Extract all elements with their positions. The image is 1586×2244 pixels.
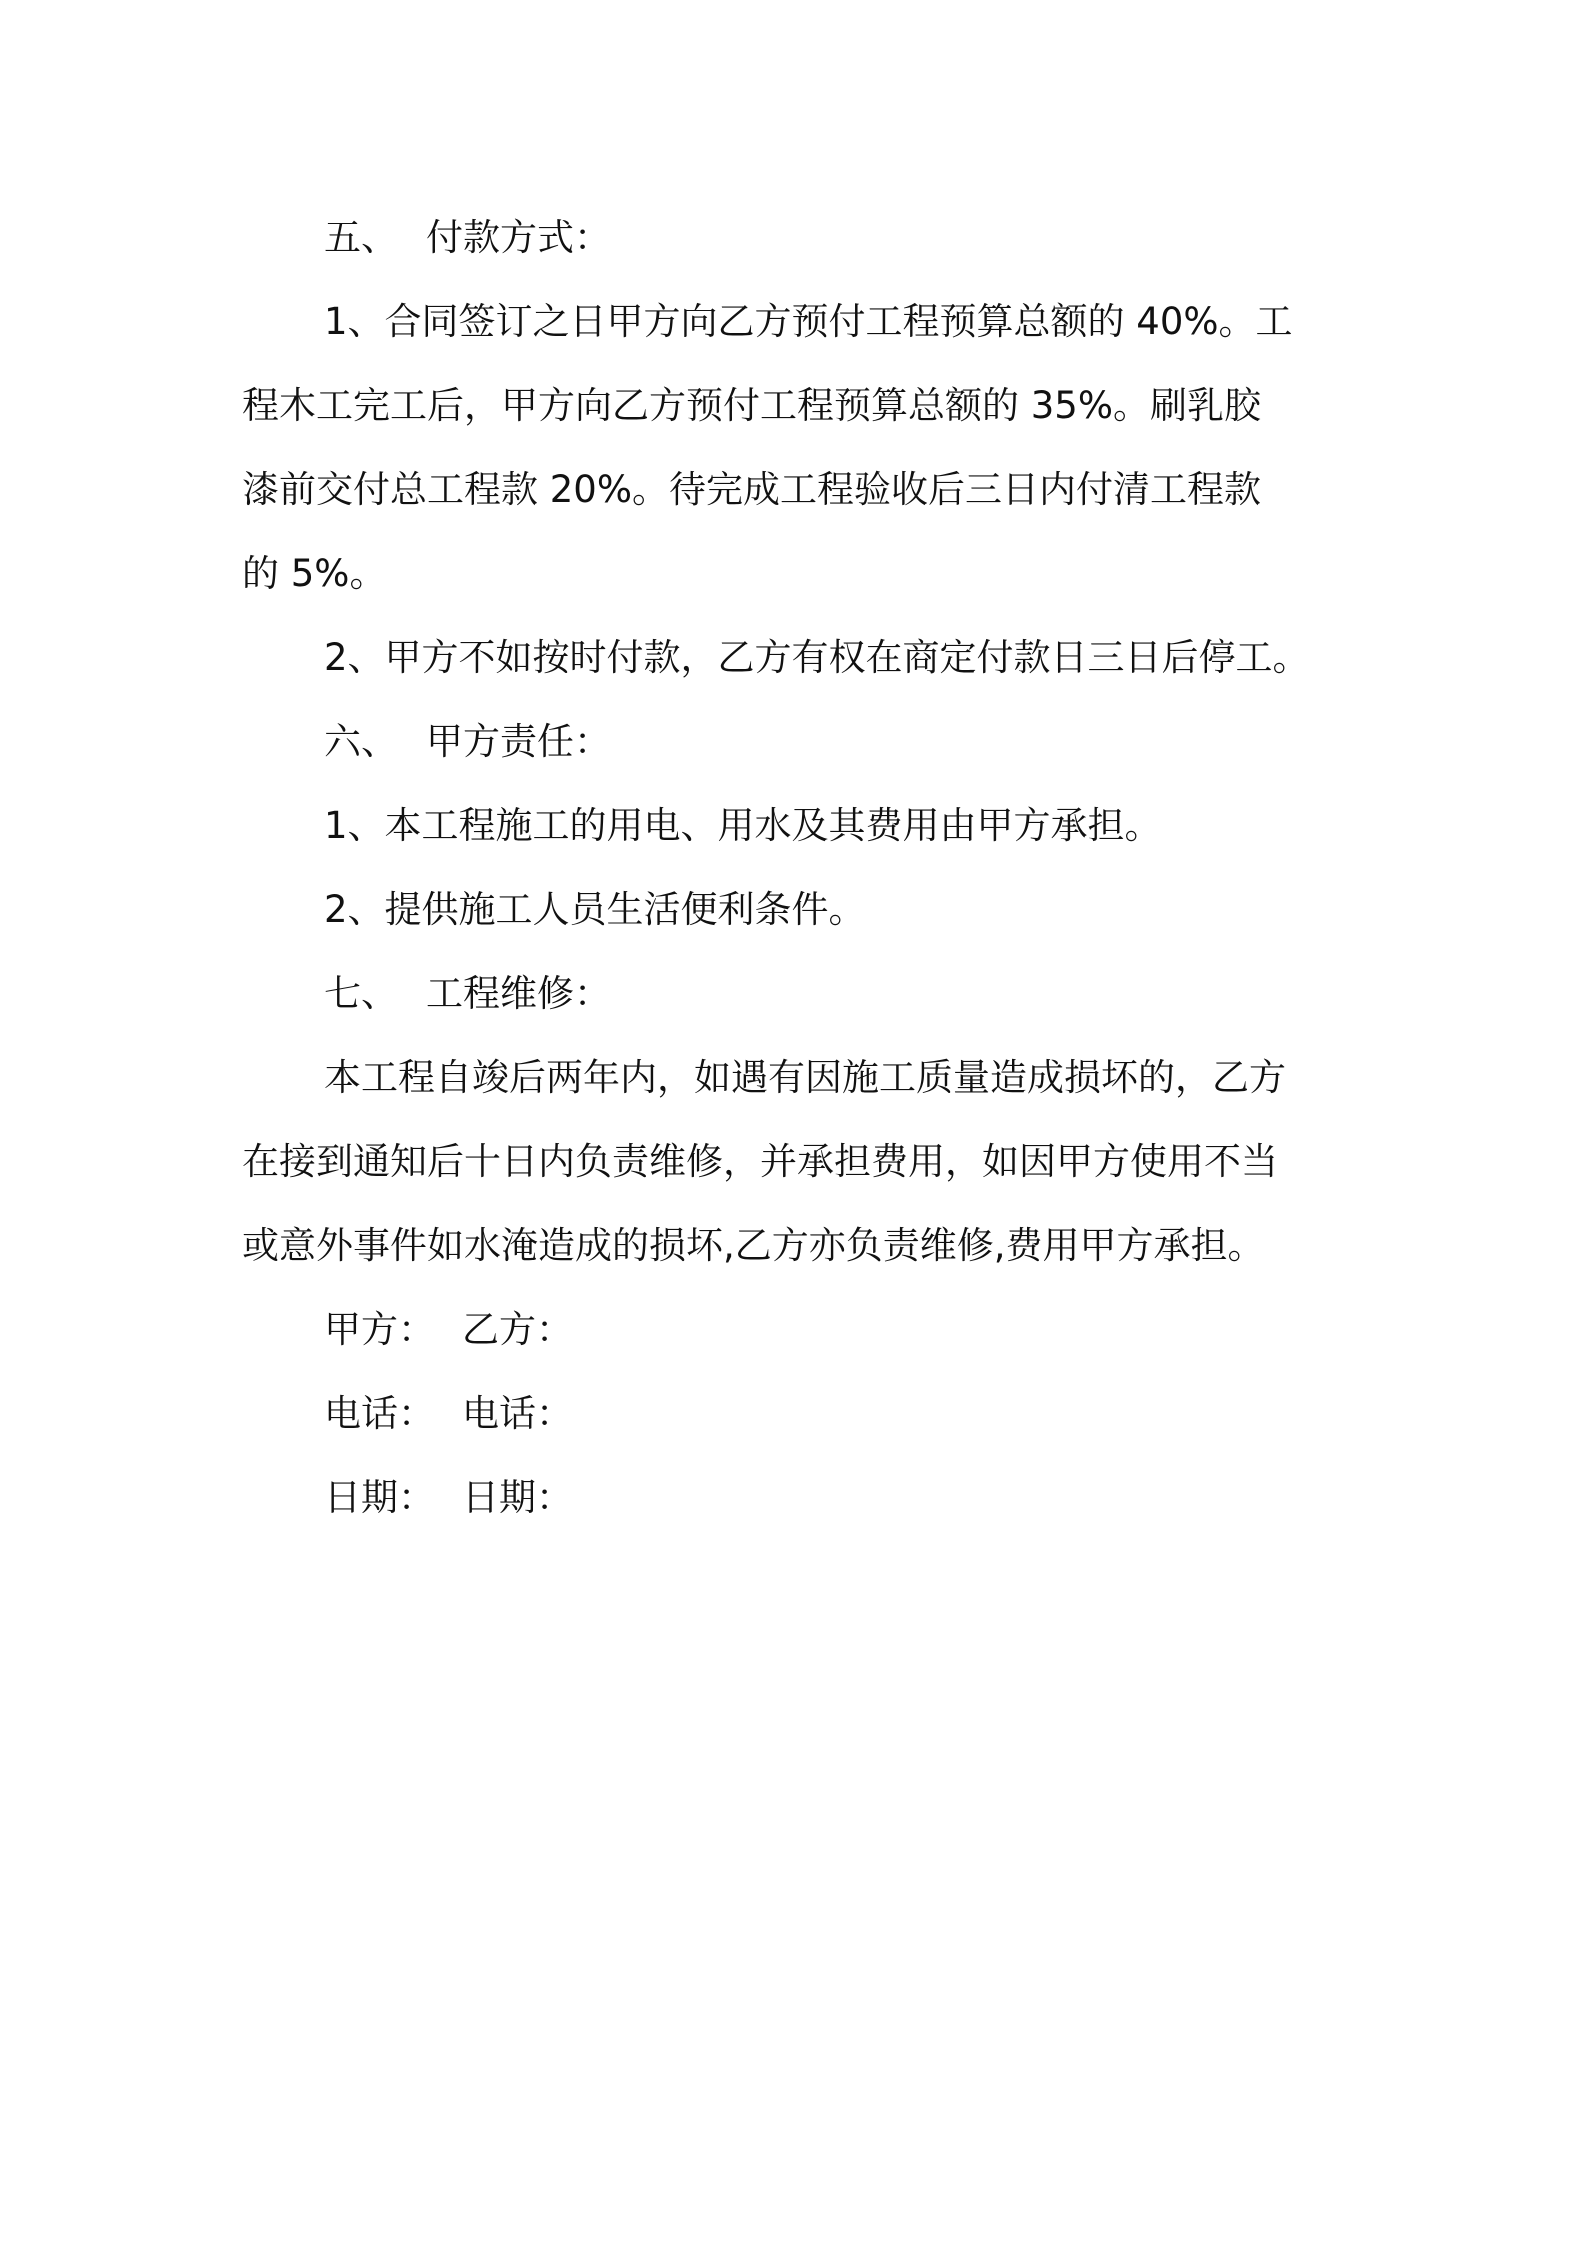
section-5-heading — [242, 196, 1372, 280]
phone-a-label: 电话： — [324, 1392, 435, 1435]
text-line: 的 5%。 — [242, 552, 387, 595]
signature-date-row — [242, 1456, 1372, 1540]
section-6-number: 六、 — [324, 720, 398, 763]
text-line: 在接到通知后十日内负责维修，并承担费用，如因甲方使用不当 — [242, 1140, 1278, 1183]
section-5-title: 付款方式： — [426, 216, 611, 259]
section-6-item-1: 1、本工程施工的用电、用水及其费用由甲方承担。 — [324, 804, 1162, 847]
section-7-heading — [242, 952, 1372, 1036]
text-line: 1、合同签订之日甲方向乙方预付工程预算总额的 40%。工 — [324, 300, 1293, 343]
party-a-label: 甲方： — [324, 1308, 435, 1351]
text-line: 或意外事件如水淹造成的损坏,乙方亦负责维修,费用甲方承担。 — [242, 1224, 1265, 1267]
date-a-label: 日期： — [324, 1476, 435, 1519]
section-6-item-2: 2、提供施工人员生活便利条件。 — [324, 888, 866, 931]
text-line: 漆前交付总工程款 20%。待完成工程验收后三日内付清工程款 — [242, 468, 1261, 511]
signature-phone-row — [242, 1372, 1372, 1456]
section-5-number: 五、 — [324, 216, 398, 259]
section-6-heading — [242, 700, 1372, 784]
party-b-label: 乙方： — [462, 1308, 573, 1351]
section-5-item-2: 2、甲方不如按时付款，乙方有权在商定付款日三日后停工。 — [324, 636, 1310, 679]
section-6-title: 甲方责任： — [426, 720, 611, 763]
phone-b-label: 电话： — [462, 1392, 573, 1435]
text-line: 程木工完工后，甲方向乙方预付工程预算总额的 35%。刷乳胶 — [242, 384, 1261, 427]
contract-body — [242, 196, 1372, 1540]
signature-party-row — [242, 1288, 1372, 1372]
text-line: 本工程自竣后两年内，如遇有因施工质量造成损坏的，乙方 — [324, 1056, 1286, 1099]
section-7-number: 七、 — [324, 972, 398, 1015]
section-5-item-1 — [242, 280, 1372, 616]
section-7-paragraph — [242, 1036, 1372, 1288]
section-7-title: 工程维修： — [426, 972, 611, 1015]
date-b-label: 日期： — [462, 1476, 573, 1519]
